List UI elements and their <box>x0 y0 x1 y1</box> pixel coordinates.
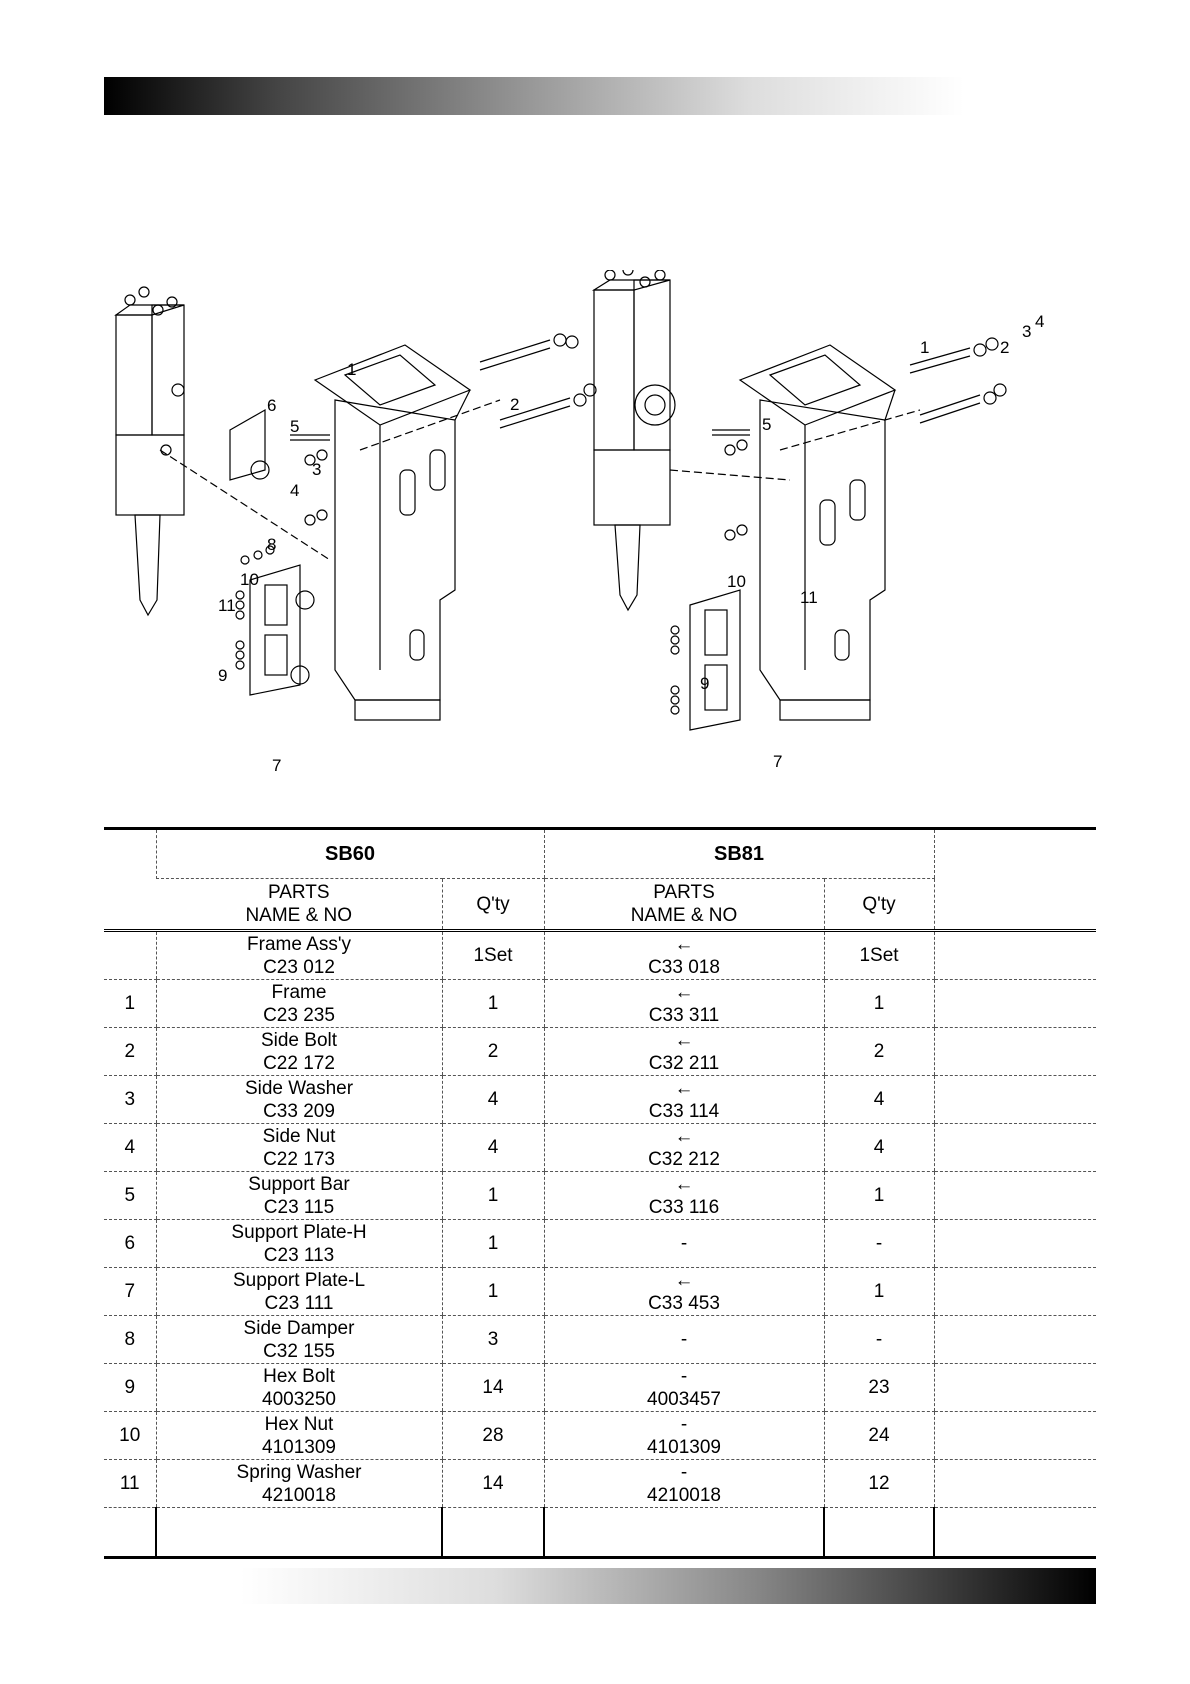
qty-a: 28 <box>442 1412 544 1460</box>
model-sb60-header: SB60 <box>156 829 544 879</box>
remarks <box>934 1172 1096 1220</box>
remarks <box>934 1076 1096 1124</box>
part-name-code-b: - <box>544 1316 824 1364</box>
qty-b: 23 <box>824 1364 934 1412</box>
left-callouts <box>218 360 519 775</box>
left-side-bolts <box>480 334 596 428</box>
callout-6: 6 <box>267 396 277 415</box>
left-frame <box>315 345 470 720</box>
table-row <box>104 1268 1096 1316</box>
callout-r3: 3 <box>1022 322 1032 341</box>
part-name-code-a: Frame Ass'y C23 012 <box>156 931 442 980</box>
part-name-code-b: - 4101309 <box>544 1412 824 1460</box>
callout-3: 3 <box>312 460 322 479</box>
remarks <box>934 1460 1096 1508</box>
qty-b: 4 <box>824 1076 934 1124</box>
table-row <box>104 1172 1096 1220</box>
callout-r2: 2 <box>1000 338 1010 357</box>
remarks <box>934 1028 1096 1076</box>
right-breaker-body <box>594 270 675 610</box>
row-number: 1 <box>104 980 156 1028</box>
table-row <box>104 1076 1096 1124</box>
row-number: 7 <box>104 1268 156 1316</box>
callout-1: 1 <box>347 360 357 379</box>
qty-b: 12 <box>824 1460 934 1508</box>
qty-a: 14 <box>442 1460 544 1508</box>
qty-a: 1 <box>442 1172 544 1220</box>
callout-7: 7 <box>272 756 282 775</box>
part-name-code-b: - <box>544 1220 824 1268</box>
right-frame <box>740 345 895 720</box>
remarks <box>934 1220 1096 1268</box>
part-name-code-b: - 4210018 <box>544 1460 824 1508</box>
row-number: 8 <box>104 1316 156 1364</box>
part-name-code-a: Side Nut C22 173 <box>156 1124 442 1172</box>
part-name-code-b: ← C33 311 <box>544 980 824 1028</box>
row-number: 11 <box>104 1460 156 1508</box>
callout-r11: 11 <box>800 588 818 607</box>
callout-r10: 10 <box>727 572 746 591</box>
part-name-code-a: Support Plate-H C23 113 <box>156 1220 442 1268</box>
right-callouts <box>700 312 1044 771</box>
table-row <box>104 1220 1096 1268</box>
row-number: 2 <box>104 1028 156 1076</box>
qty-b: 1 <box>824 1268 934 1316</box>
part-name-code-b: - 4003457 <box>544 1364 824 1412</box>
row-number: 3 <box>104 1076 156 1124</box>
parts-rows <box>104 931 1096 1508</box>
part-name-code-a: Side Washer C33 209 <box>156 1076 442 1124</box>
callout-8: 8 <box>267 535 277 554</box>
table-row <box>104 1460 1096 1508</box>
callout-2: 2 <box>510 395 520 414</box>
row-number: 10 <box>104 1412 156 1460</box>
callout-11: 11 <box>218 596 236 615</box>
qty-b: - <box>824 1316 934 1364</box>
parts-table <box>104 827 1096 1559</box>
qty-a: 2 <box>442 1028 544 1076</box>
left-support-plates <box>230 410 330 695</box>
qty-a: 3 <box>442 1316 544 1364</box>
part-name-code-a: Support Bar C23 115 <box>156 1172 442 1220</box>
part-name-code-a: Frame C23 235 <box>156 980 442 1028</box>
callout-10: 10 <box>240 570 259 589</box>
table-row <box>104 1364 1096 1412</box>
qty-header-b: Q'ty <box>824 879 934 931</box>
part-name-code-b: ← C33 453 <box>544 1268 824 1316</box>
table-row <box>104 931 1096 980</box>
callout-r9: 9 <box>700 674 710 693</box>
part-name-code-b: ← C32 212 <box>544 1124 824 1172</box>
diagram-svg <box>100 270 1100 790</box>
qty-b: 1 <box>824 1172 934 1220</box>
model-sb81-header: SB81 <box>544 829 934 879</box>
remarks <box>934 1124 1096 1172</box>
row-number: 4 <box>104 1124 156 1172</box>
table-row <box>104 1412 1096 1460</box>
qty-a: 1 <box>442 980 544 1028</box>
table-row <box>104 1028 1096 1076</box>
part-name-code-b: ← C33 018 <box>544 931 824 980</box>
qty-a: 1 <box>442 1268 544 1316</box>
table-row <box>104 980 1096 1028</box>
part-name-code-a: Support Plate-L C23 111 <box>156 1268 442 1316</box>
table-row <box>104 1316 1096 1364</box>
exploded-parts-diagram <box>100 270 1100 790</box>
part-name-code-b: ← C32 211 <box>544 1028 824 1076</box>
part-name-code-b: ← C33 114 <box>544 1076 824 1124</box>
qty-a: 4 <box>442 1076 544 1124</box>
qty-b: - <box>824 1220 934 1268</box>
remarks <box>934 1316 1096 1364</box>
remarks <box>934 1412 1096 1460</box>
callout-5: 5 <box>290 417 300 436</box>
qty-b: 1 <box>824 980 934 1028</box>
footer-gradient-band <box>240 1568 1096 1604</box>
callout-r5: 5 <box>762 415 772 434</box>
parts-header-a: PARTS NAME & NO <box>156 879 442 931</box>
remarks <box>934 1268 1096 1316</box>
qty-b: 2 <box>824 1028 934 1076</box>
callout-r1: 1 <box>920 338 930 357</box>
qty-a: 1Set <box>442 931 544 980</box>
parts-header-b: PARTS NAME & NO <box>544 879 824 931</box>
qty-b: 24 <box>824 1412 934 1460</box>
callout-r4: 4 <box>1035 312 1045 331</box>
row-number: 6 <box>104 1220 156 1268</box>
table-row <box>104 1124 1096 1172</box>
part-name-code-a: Hex Bolt 4003250 <box>156 1364 442 1412</box>
qty-a: 14 <box>442 1364 544 1412</box>
row-number: 9 <box>104 1364 156 1412</box>
qty-a: 1 <box>442 1220 544 1268</box>
remarks <box>934 931 1096 980</box>
left-breaker-body <box>116 287 184 615</box>
part-name-code-a: Hex Nut 4101309 <box>156 1412 442 1460</box>
callout-9: 9 <box>218 666 228 685</box>
part-name-code-b: ← C33 116 <box>544 1172 824 1220</box>
part-name-code-a: Side Bolt C22 172 <box>156 1028 442 1076</box>
remarks <box>934 1364 1096 1412</box>
row-number <box>104 931 156 980</box>
callout-4: 4 <box>290 481 300 500</box>
part-name-code-a: Spring Washer 4210018 <box>156 1460 442 1508</box>
qty-a: 4 <box>442 1124 544 1172</box>
qty-b: 4 <box>824 1124 934 1172</box>
callout-r7: 7 <box>773 752 783 771</box>
qty-b: 1Set <box>824 931 934 980</box>
qty-header-a: Q'ty <box>442 879 544 931</box>
header-gradient-band <box>104 77 964 115</box>
part-name-code-a: Side Damper C32 155 <box>156 1316 442 1364</box>
remarks <box>934 980 1096 1028</box>
row-number: 5 <box>104 1172 156 1220</box>
